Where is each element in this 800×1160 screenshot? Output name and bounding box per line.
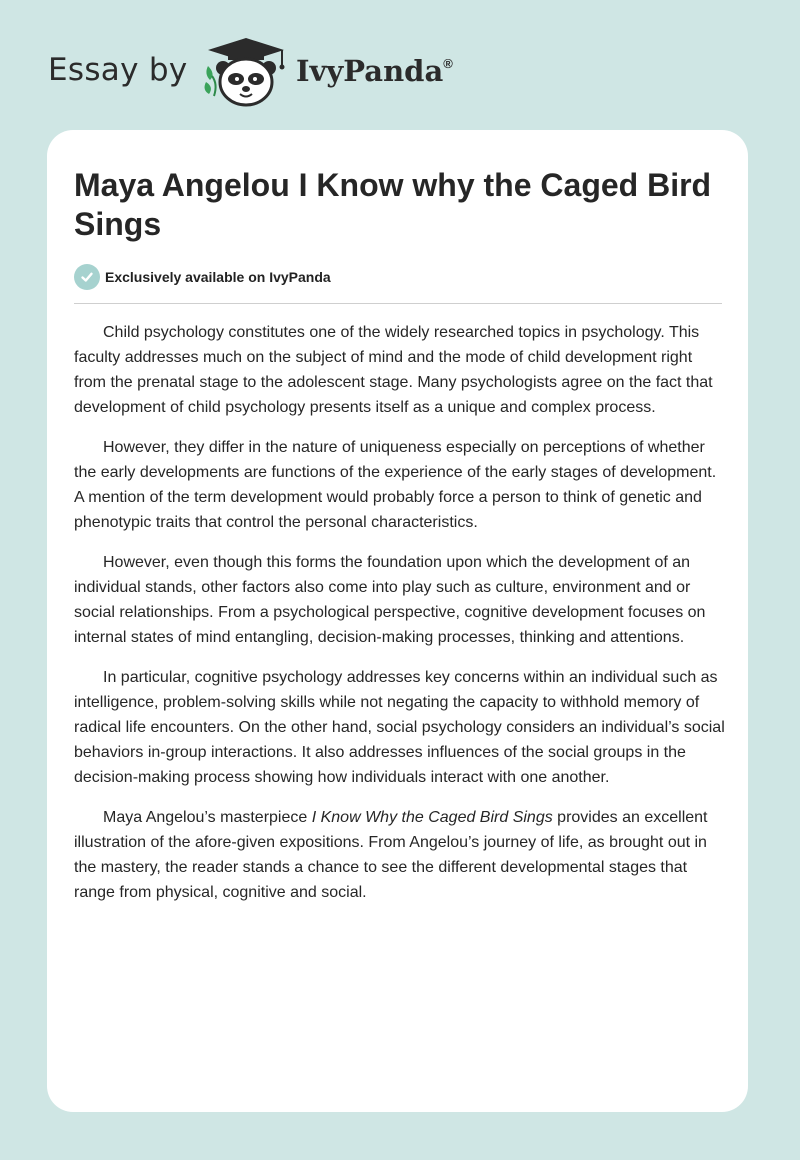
essay-body <box>74 320 726 920</box>
brand-logo[interactable] <box>296 54 453 88</box>
page-title: Maya Angelou I Know why the Caged Bird Sings <box>74 167 712 242</box>
essay-card <box>47 130 748 1112</box>
panda-graduate-icon[interactable] <box>200 36 292 108</box>
paragraph-text: provides an excellent illustration of the afore-given expositions. From Angelou’s journey of life, as brought out in the mastery, the reader stands a chance to see the different developmental stages that range from physical, cognitive and social. <box>74 809 708 901</box>
essay-by-label: Essay by <box>48 52 188 88</box>
divider <box>74 303 722 304</box>
exclusive-label: Exclusively available on IvyPanda <box>105 269 331 285</box>
registered-mark: ® <box>443 56 453 71</box>
paragraph <box>74 805 726 905</box>
paragraph: However, even though this forms the foundation upon which the development of an individual stands, other factors also come into play such as culture, environment and or social relationships. From a psychological perspective, cognitive development focuses on internal states of mind entangling, decision-making processes, thinking and attentions. <box>74 554 706 646</box>
brand-name: IvyPanda <box>296 54 444 88</box>
paragraph: However, they differ in the nature of uniqueness especially on perceptions of whether the early developments are functions of the experience of the early stages of development. A mention of the term development would probably force a person to think of genetic and phenotypic traits that control the personal characteristics. <box>74 439 717 531</box>
paragraph-text: Maya Angelou’s masterpiece <box>103 809 312 826</box>
check-icon <box>74 264 100 290</box>
site-header <box>0 0 800 130</box>
paragraph: Child psychology constitutes one of the widely researched topics in psychology. This faculty addresses much on the subject of mind and the mode of child development right from the prenatal stage to the adolescent stage. Many psychologists agree on the fact that development of child psychology presents itself as a unique and complex process. <box>74 324 713 416</box>
book-title: I Know Why the Caged Bird Sings <box>311 809 553 826</box>
exclusive-badge <box>74 264 331 290</box>
paragraph: In particular, cognitive psychology addresses key concerns within an individual such as intelligence, problem-solving skills while not negating the capacity to withhold memory of radical life encounters. On the other hand, social psychology considers an individual’s social behaviors in-group interactions. It also addresses influences of the social groups in the decision-making process showing how individuals interact with one another. <box>74 669 725 786</box>
